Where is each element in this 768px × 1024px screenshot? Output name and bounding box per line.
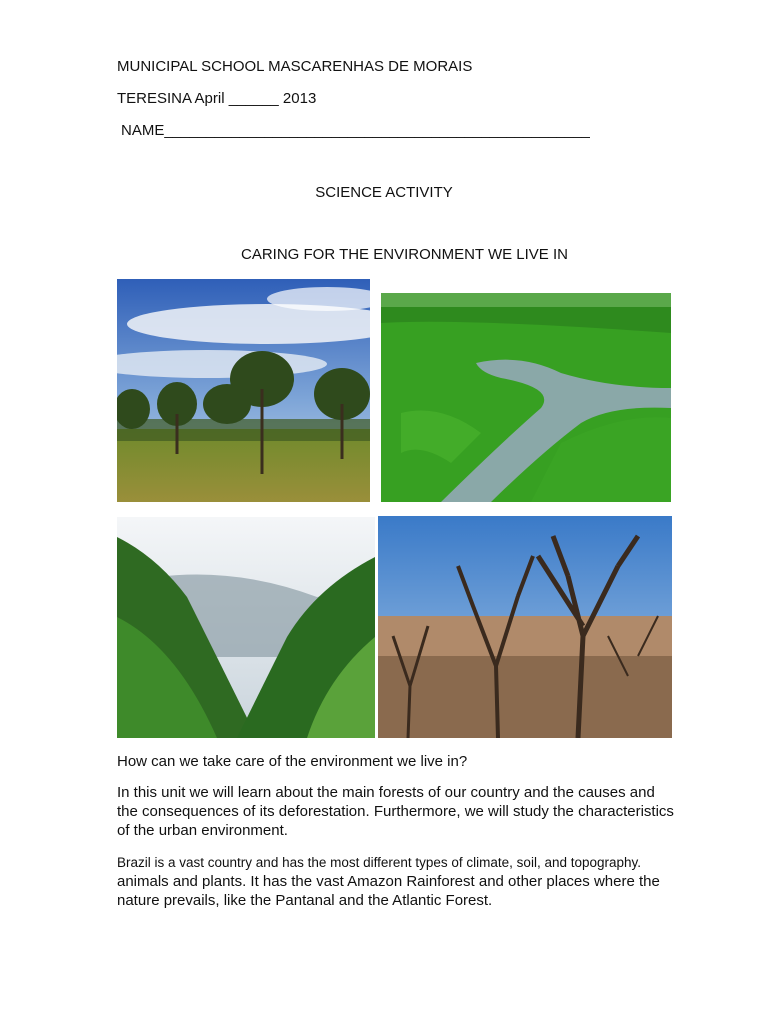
activity-title: SCIENCE ACTIVITY bbox=[315, 184, 453, 201]
brazil-paragraph-rest: animals and plants. It has the vast Amazon Rainforest and other places where the nature prevails, like the Pantanal and the Atlantic Forest. bbox=[117, 873, 660, 909]
school-name: MUNICIPAL SCHOOL MASCARENHAS DE MORAIS bbox=[117, 58, 473, 75]
savanna-trees-photo bbox=[117, 279, 370, 502]
brazil-paragraph bbox=[117, 853, 677, 910]
brazil-paragraph-line1: Brazil is a vast country and has the most different types of climate, soil, and topography. bbox=[117, 855, 642, 870]
intro-paragraph: In this unit we will learn about the main forests of our country and the causes and the consequences of its deforestation. Furthermore, we will study the characteristics of the urban environment. bbox=[117, 784, 674, 839]
name-line: NAME___________________________________________________ bbox=[121, 122, 590, 139]
dry-bare-trees-photo bbox=[378, 516, 672, 738]
forest-valley-photo bbox=[117, 517, 375, 738]
question-text: How can we take care of the environment we live in? bbox=[117, 753, 468, 770]
activity-subtitle: CARING FOR THE ENVIRONMENT WE LIVE IN bbox=[241, 246, 568, 263]
amazon-river-aerial-photo bbox=[381, 293, 671, 502]
date-line: TERESINA April ______ 2013 bbox=[117, 90, 317, 107]
